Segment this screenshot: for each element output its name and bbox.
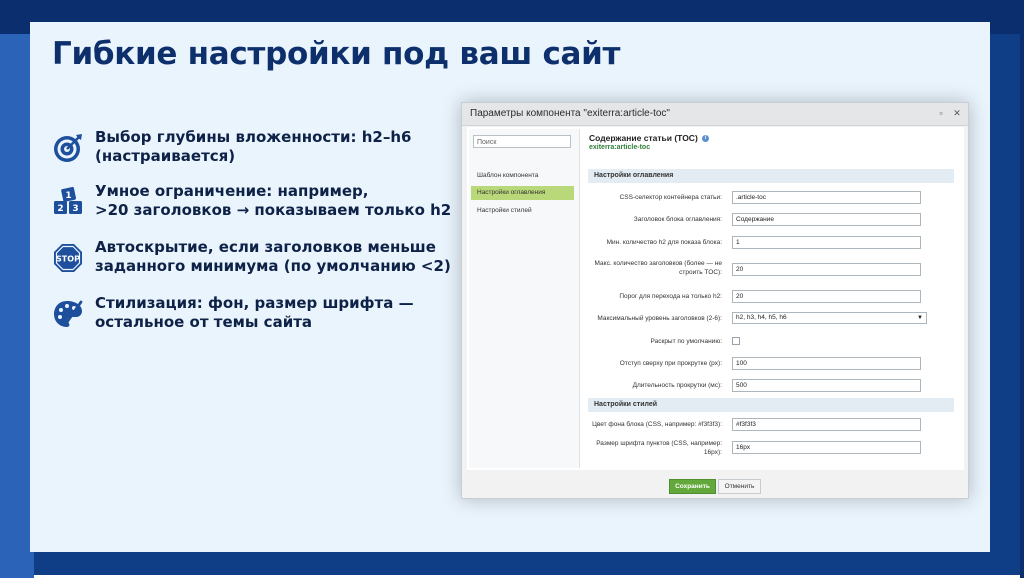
feature-text: Автоскрытие, если заголовков меньше заданного минимума (по умолчанию <2) <box>95 238 451 275</box>
field-label: Цвет фона блока (CSS, например: #f3f3f3): <box>592 421 722 428</box>
block-title-input[interactable]: Содержание <box>732 213 921 226</box>
frame-tile <box>1020 102 1024 136</box>
scroll-offset-input[interactable]: 100 <box>732 357 921 370</box>
field-label: Отступ сверху при прокрутке (px): <box>619 360 722 367</box>
svg-text:3: 3 <box>72 204 79 214</box>
frame-tile <box>0 238 34 272</box>
max-headings-input[interactable]: 20 <box>732 263 921 276</box>
component-code: exiterra:article-toc <box>589 144 651 151</box>
stop-sign-icon <box>52 242 84 274</box>
max-level-value: h2, h3, h4, h5, h6 <box>736 314 787 321</box>
field-label: Максимальный уровень заголовков (2-6): <box>597 315 722 322</box>
max-level-select[interactable] <box>732 312 927 324</box>
frame-tile <box>1020 408 1024 442</box>
frame-tile <box>0 68 34 102</box>
frame-tile <box>0 374 34 408</box>
cancel-button[interactable]: Отменить <box>718 479 761 494</box>
h2-threshold-input[interactable]: 20 <box>732 290 921 303</box>
field-label: Мин. количество h2 для показа блока: <box>606 239 722 246</box>
dialog-header <box>462 103 968 126</box>
frame-tile <box>986 0 1020 34</box>
palette-icon <box>52 298 84 330</box>
frame-tile <box>0 34 34 68</box>
frame-tile <box>1020 544 1024 578</box>
frame-tile <box>1020 238 1024 272</box>
close-icon[interactable]: ✕ <box>953 108 961 118</box>
slide <box>30 22 990 552</box>
field-label: Длительность прокрутки (мс): <box>632 382 722 389</box>
frame-tile <box>0 136 34 170</box>
css-selector-input[interactable]: .article-toc <box>732 191 921 204</box>
section-header-styles: Настройки стилей <box>588 398 954 412</box>
dialog-body <box>467 127 964 470</box>
font-size-input[interactable]: 16px <box>732 441 921 454</box>
svg-text:1: 1 <box>65 191 72 201</box>
section-header-toc: Настройки оглавления <box>588 169 954 183</box>
field-label: Размер шрифта пунктов (CSS, например: 16px): <box>596 440 722 456</box>
frame-tile <box>1020 136 1024 170</box>
frame-tile <box>1020 170 1024 204</box>
save-button[interactable]: Сохранить <box>669 479 716 494</box>
field-label: Порог для перехода на только h2: <box>619 293 722 300</box>
frame-tile <box>0 476 34 510</box>
component-title-text: Содержание статьи (TOC) <box>589 133 698 143</box>
frame-tile <box>0 340 34 374</box>
frame-tile <box>1020 34 1024 68</box>
field-label: Заголовок блока оглавления: <box>633 216 722 223</box>
info-icon[interactable]: i <box>702 135 709 142</box>
sidebar-item-style-settings[interactable]: Настройки стилей <box>477 207 532 214</box>
frame-tile <box>1020 510 1024 544</box>
dialog-sidebar <box>469 129 580 468</box>
chevron-down-icon: ▼ <box>917 315 923 321</box>
frame-tile <box>0 272 34 306</box>
search-input[interactable]: Поиск <box>473 135 571 148</box>
frame-tile <box>0 544 34 578</box>
target-icon <box>52 132 84 164</box>
feature-text: Стилизация: фон, размер шрифта — остальное от темы сайта <box>95 294 414 331</box>
bg-color-input[interactable]: #f3f3f3 <box>732 418 921 431</box>
slide-title: Гибкие настройки под ваш сайт <box>52 36 621 72</box>
number-blocks-icon <box>52 186 84 218</box>
feature-item <box>52 128 411 166</box>
component-title <box>589 133 709 143</box>
component-settings-dialog <box>461 102 969 499</box>
frame-tile <box>0 408 34 442</box>
feature-item <box>52 294 414 332</box>
scroll-duration-input[interactable]: 500 <box>732 379 921 392</box>
maximize-icon[interactable]: ▫ <box>939 108 943 118</box>
frame-tile <box>0 102 34 136</box>
frame-tile <box>1020 374 1024 408</box>
svg-text:2: 2 <box>57 204 64 214</box>
sidebar-item-template[interactable]: Шаблон компонента <box>477 172 539 179</box>
frame-tile <box>0 170 34 204</box>
sidebar-item-toc-settings[interactable]: Настройки оглавления <box>471 186 574 200</box>
frame-tile <box>1020 476 1024 510</box>
field-label: Раскрыт по умолчанию: <box>650 338 722 345</box>
frame-tile <box>1020 442 1024 476</box>
svg-text:STOP: STOP <box>56 254 80 264</box>
frame-tile <box>0 306 34 340</box>
frame-tile <box>0 0 34 34</box>
feature-text: Умное ограничение: например, >20 заголовков → показываем только h2 <box>95 182 452 219</box>
frame-tile <box>0 442 34 476</box>
feature-item <box>52 238 451 276</box>
frame-tile <box>0 510 34 544</box>
feature-text: Выбор глубины вложенности: h2–h6 (настраивается) <box>95 128 412 165</box>
frame-tile <box>1020 340 1024 374</box>
settings-content <box>587 167 954 468</box>
frame-tile <box>1020 204 1024 238</box>
min-h2-input[interactable]: 1 <box>732 236 921 249</box>
frame-tile <box>0 204 34 238</box>
dialog-title: Параметры компонента "exiterra:article-toc" <box>470 108 670 119</box>
frame-tile <box>1020 272 1024 306</box>
field-label: CSS-селектор контейнера статьи: <box>619 194 722 201</box>
expanded-default-checkbox[interactable] <box>732 337 740 345</box>
feature-item <box>52 182 451 220</box>
field-label: Макс. количество заголовков (более — не строить TOC): <box>594 260 722 276</box>
frame-tile <box>1020 0 1024 34</box>
frame-tile <box>1020 68 1024 102</box>
frame-tile <box>1020 306 1024 340</box>
